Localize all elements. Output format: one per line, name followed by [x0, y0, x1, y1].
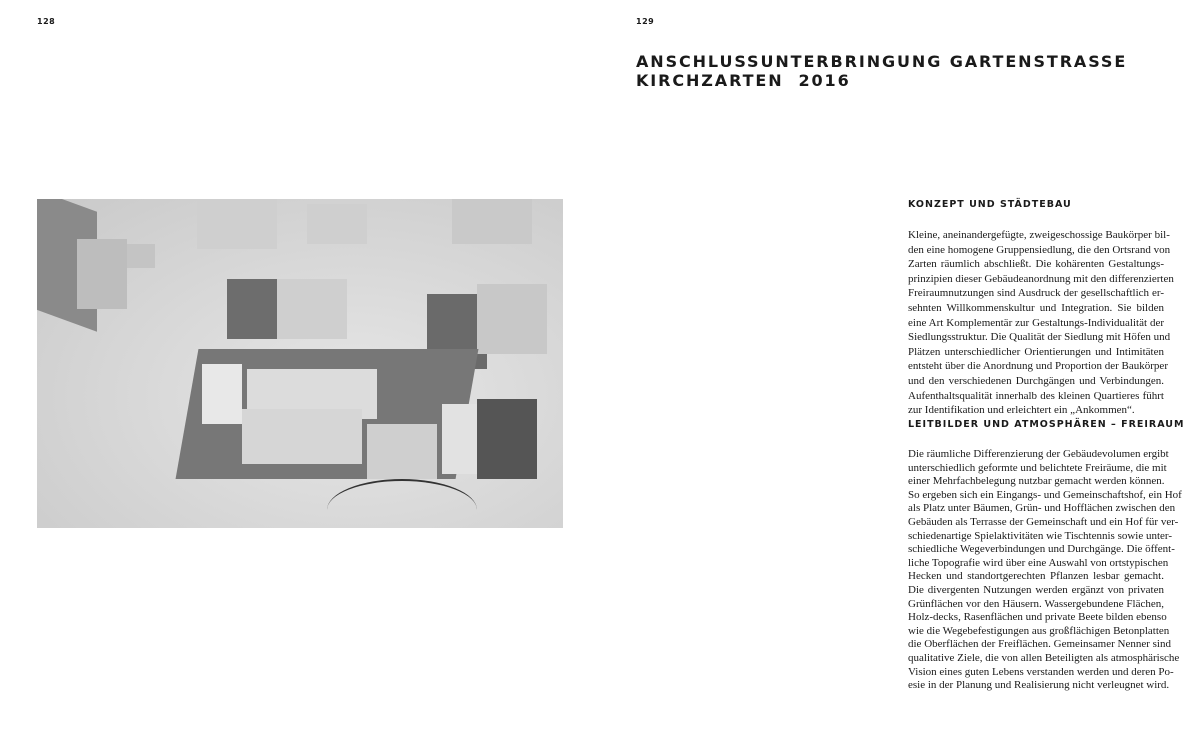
text-line: Hecken und standortgerechten Pflanzen lesbar gemacht. — [908, 570, 1164, 583]
text-line: unterschiedlich geformte und belichtete Freiräume, die mit — [908, 461, 1167, 474]
section-heading: LEITBILDER UND ATMOSPHÄREN – FREIRAUM — [908, 419, 1185, 430]
text-line: Vision eines guten Lebens verstanden werden und deren Po- — [908, 665, 1174, 678]
text-line: Grünflächen vor den Häusern. Wassergebundene Flächen, — [908, 597, 1164, 610]
text-line: Kleine, aneinandergefügte, zweigeschossige Baukörper bil- — [908, 229, 1170, 241]
section-body — [908, 448, 1182, 693]
title-line: ANSCHLUSSUNTERBRINGUNG GARTENSTRASSE — [636, 52, 1128, 71]
text-line: den eine homogene Gruppensiedlung, die den Ortsrand von — [908, 243, 1171, 256]
text-line: Aufenthaltsqualität innerhalb des kleinen Quartieres führt — [908, 389, 1164, 402]
text-line: Holz-decks, Rasenflächen und private Beete bilden ebenso — [908, 611, 1167, 624]
text-line: sehnten Willkommenskultur und Integration. Sie bilden — [908, 301, 1164, 314]
text-line: Siedlungsstruktur. Die Qualität der Siedlung mit Höfen und — [908, 331, 1171, 344]
text-line: Gebäuden als Terrasse der Gemeinschaft und ein Hof für ver- — [908, 515, 1179, 528]
page-number-right: 129 — [636, 17, 655, 26]
text-line: als Platz unter Bäumen, Grün- und Hofflächen zwischen den — [908, 502, 1176, 515]
text-line: Freiraumnutzungen sind Ausdruck der gesellschaftlich er- — [908, 287, 1164, 300]
text-line: Die räumliche Differenzierung der Gebäudevolumen ergibt — [908, 448, 1169, 460]
text-line: und den verschiedenen Durchgängen und Verbindungen. — [908, 374, 1164, 387]
title-line: KIRCHZARTEN 2016 — [636, 71, 851, 90]
text-line: wie die Wegebefestigungen aus großflächigen Betonplatten — [908, 624, 1170, 637]
text-line: zur Identifikation und erleichtert ein „Ankommen“. — [908, 404, 1135, 417]
site-model-photo — [37, 199, 563, 528]
text-line: entsteht über die Anordnung und Proportion der Baukörper — [908, 360, 1168, 373]
text-line: Plätzen unterschiedlicher Orientierungen und Intimitäten — [908, 345, 1164, 358]
text-line: esie in der Planung und Realisierung nicht verleugnet wird. — [908, 679, 1170, 692]
section-open-space — [908, 419, 1185, 693]
text-line: liche Topografie wird über eine Auswahl von ortstypischen — [908, 556, 1169, 569]
text-line: schiedenartige Spielaktivitäten wie Tischtennis sowie unter- — [908, 529, 1173, 542]
page-title — [636, 52, 1127, 90]
text-line: Die divergenten Nutzungen werden ergänzt von privaten — [908, 583, 1164, 596]
section-body — [908, 228, 1174, 418]
page-number-left: 128 — [37, 17, 56, 26]
section-heading: KONZEPT UND STÄDTEBAU — [908, 199, 1072, 210]
text-line: eine Art Komplementär zur Gestaltungs-Individualität der — [908, 316, 1164, 329]
text-line: prinzipien dieser Gebäudeanordnung mit den differenzierten — [908, 272, 1174, 285]
text-line: einer Mehrfachbelegung nutzbar gemacht werden können. — [908, 475, 1165, 488]
text-line: So ergeben sich ein Eingangs- und Gemeinschaftshof, ein Hof — [908, 488, 1182, 501]
text-line: qualitative Ziele, die von allen Beteiligten als atmosphärische — [908, 651, 1180, 664]
text-line: schiedliche Wegeverbindungen und Durchgänge. Die öffent- — [908, 543, 1175, 556]
text-line: Zarten räumlich abschließt. Die kohärenten Gestaltungs- — [908, 258, 1164, 271]
text-line: die Oberflächen der Freiflächen. Gemeinsamer Nenner sind — [908, 638, 1171, 651]
section-concept — [908, 199, 1174, 418]
